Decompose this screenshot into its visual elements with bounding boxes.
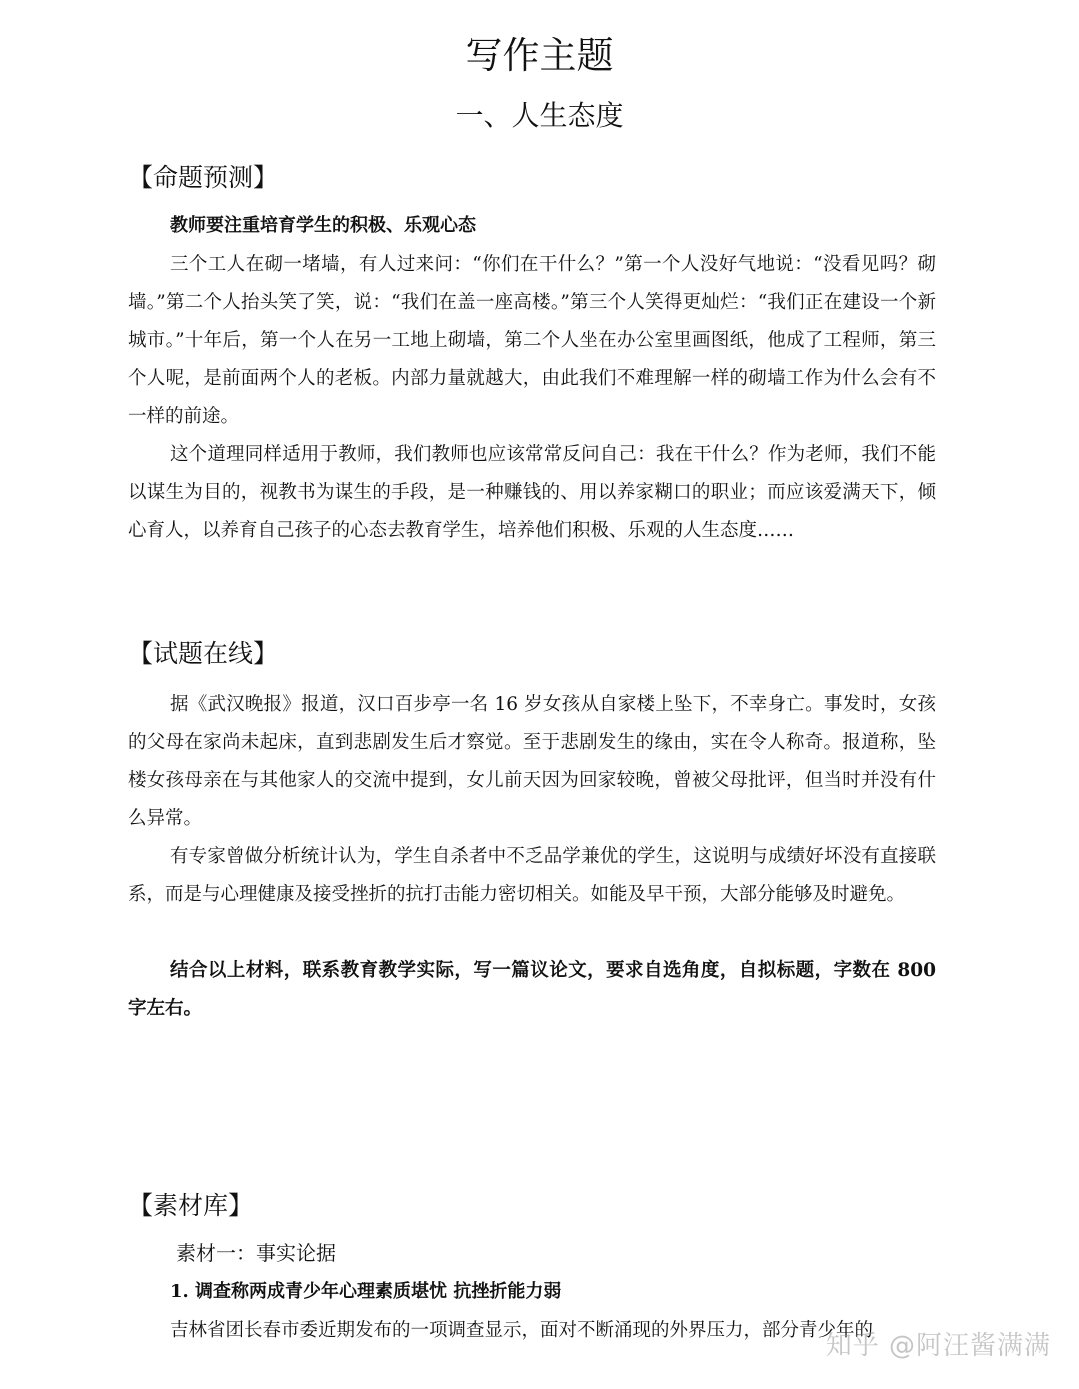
page-subtitle: 一、人生态度 [455,99,624,132]
prediction-paragraph-2: 这个道理同样适用于教师，我们教师也应该常常反问自己：我在干什么？作为老师，我们不能以谋生为目的，视教书为谋生的手段，是一种赚钱的、用以养家糊口的职业；而应该爱满天下，倾心育人，以养育自己孩子的心态去教育学生，培养他们积极、乐观的人生态度…… [128,444,936,541]
materials-subheading: 素材一：事实论据 [176,1241,336,1265]
section-heading-exam: 【试题在线】 [128,639,279,668]
section-heading-prediction: 【命题预测】 [128,163,279,192]
material-item-title: 1. 调查称两成青少年心理素质堪忧 抗挫折能力弱 [170,1281,562,1302]
page-title: 写作主题 [465,34,614,77]
exam-paragraph-1: 据《武汉晚报》报道，汉口百步亭一名 16 岁女孩从自家楼上坠下，不幸身亡。事发时，女孩的父母在家尚未起床，直到悲剧发生后才察觉。至于悲剧发生的缘由，实在令人称奇。报道称，坠楼女孩母亲在与其他家人的交流中提到，女儿前天因为回家较晚，曾被父母批评，但当时并没有什么异常。 [128,694,936,829]
material-paragraph-1: 吉林省团长春市委近期发布的一项调查显示，面对不断涌现的外界压力，部分青少年的 [170,1320,874,1341]
prediction-paragraph-1: 三个工人在砌一堵墙，有人过来问：“你们在干什么？”第一个人没好气地说：“没看见吗？砌墙。”第二个人抬头笑了笑，说：“我们在盖一座高楼。”第三个人笑得更灿烂：“我们正在建设一个新城市。”十年后，第一个人在另一工地上砌墙，第二个人坐在办公室里画图纸，他成了工程师，第三个人呢，是前面两个人的老板。内部力量就越大，由此我们不难理解一样的砌墙工作为什么会有不一样的前途。 [128,254,936,427]
prediction-bold-title: 教师要注重培育学生的积极、乐观心态 [170,215,476,236]
exam-prompt: 结合以上材料，联系教育教学实际，写一篇议论文，要求自选角度，自拟标题，字数在 800 字左右。 [128,960,936,1019]
exam-paragraph-2: 有专家曾做分析统计认为，学生自杀者中不乏品学兼优的学生，这说明与成绩好坏没有直接联系，而是与心理健康及接受挫折的抗打击能力密切相关。如能及早干预，大部分能够及时避免。 [128,846,936,905]
zhihu-watermark: 知乎 @阿汪酱满满 [825,1331,1051,1361]
section-heading-materials: 【素材库】 [128,1191,254,1220]
